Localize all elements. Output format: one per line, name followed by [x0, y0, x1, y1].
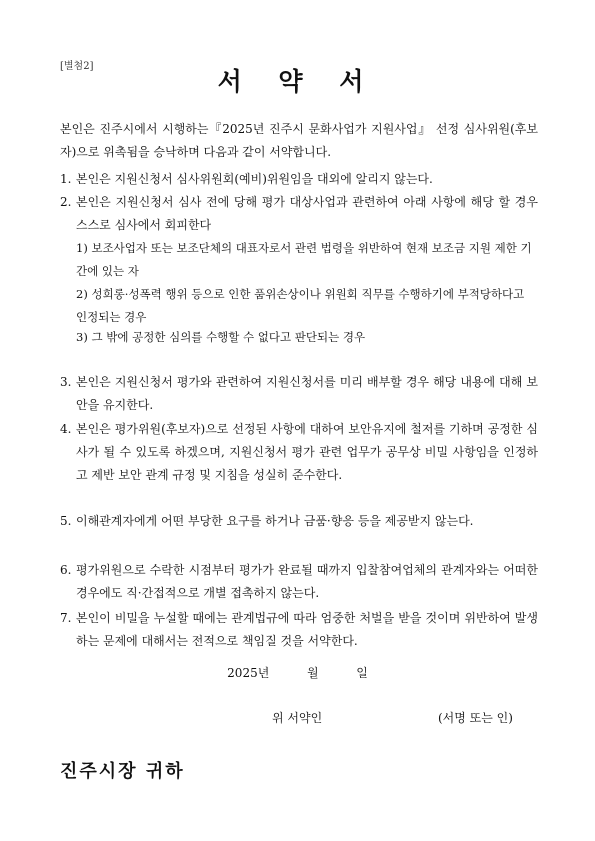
pledge-item — [60, 510, 538, 533]
date-month: 월 — [306, 666, 319, 680]
item-text: 본인은 지원신청서 심사위원회(예비)위원임을 대외에 알리지 않는다. — [76, 172, 433, 186]
item-text: 이해관계자에게 어떤 부당한 요구를 하거나 금품·향응 등을 제공받지 않는다. — [76, 514, 474, 528]
item-text: 본인은 평가위원(후보자)으로 선정된 사항에 대하여 보안유지에 철저를 기하며 공정한 심사가 될 수 있도록 하겠으며, 지원신청서 평가 관련 업무가 공무상 비밀 사항임을 인정하고 제반 보안 관계 규정 및 지침을 성실히 준수한다. — [76, 422, 538, 482]
item-number: 3. — [60, 375, 72, 389]
item-text: 본인이 비밀을 누설할 때에는 관계법규에 따라 엄중한 처벌을 받을 것이며 위반하여 발생하는 문제에 대해서는 전적으로 책임질 것을 서약한다. — [76, 611, 538, 648]
item-text: 평가위원으로 수락한 시점부터 평가가 완료될 때까지 입찰참여업체의 관계자와는 어떠한 경우에도 직·간접적으로 개별 접촉하지 않는다. — [76, 563, 538, 600]
pledge-item — [60, 168, 538, 191]
pledge-item — [60, 418, 538, 487]
signer-label: 위 서약인 — [272, 711, 323, 725]
signature-note: (서명 또는 인) — [438, 711, 513, 725]
item-number: 2. — [60, 195, 72, 209]
pledge-item — [60, 191, 538, 237]
item-number: 5. — [60, 514, 72, 528]
sub-item: 3) 그 밖에 공정한 심의를 수행할 수 없다고 판단되는 경우 — [76, 330, 366, 344]
sub-item: 2) 성희롱·성폭력 행위 등으로 인한 품위손상이나 위원회 직무를 수행하기에 부적당하다고 인정되는 경우 — [76, 287, 525, 324]
item-number: 6. — [60, 563, 72, 577]
date-day: 일 — [356, 666, 368, 680]
item-text: 본인은 지원신청서 평가와 관련하여 지원신청서를 미리 배부할 경우 해당 내용에 대해 보안을 유지한다. — [76, 375, 538, 412]
intro-paragraph: 본인은 진주시에서 시행하는『2025년 진주시 문화사업가 지원사업』 선정 심사위원(후보자)으로 위촉됨을 승낙하며 다음과 같이 서약합니다. — [60, 122, 538, 159]
date-year: 2025년 — [227, 666, 270, 680]
pledge-item — [60, 371, 538, 417]
item-number: 4. — [60, 422, 72, 436]
document-title: 서 약 서 — [217, 67, 378, 96]
item-text: 본인은 지원신청서 심사 전에 당해 평가 대상사업과 관련하여 아래 사항에 해당 할 경우 스스로 심사에서 회피한다 — [76, 195, 538, 232]
item-number: 1. — [60, 172, 72, 186]
sub-item: 1) 보조사업자 또는 보조단체의 대표자로서 관련 법령을 위반하여 현재 보조금 지원 제한 기간에 있는 자 — [76, 241, 532, 278]
pledge-item — [60, 559, 538, 605]
date-line — [0, 664, 595, 681]
item-number: 7. — [60, 611, 72, 625]
addressee: 진주시장 귀하 — [60, 761, 185, 782]
pledge-item — [60, 607, 538, 653]
attachment-label: [별첨2] — [60, 61, 94, 72]
